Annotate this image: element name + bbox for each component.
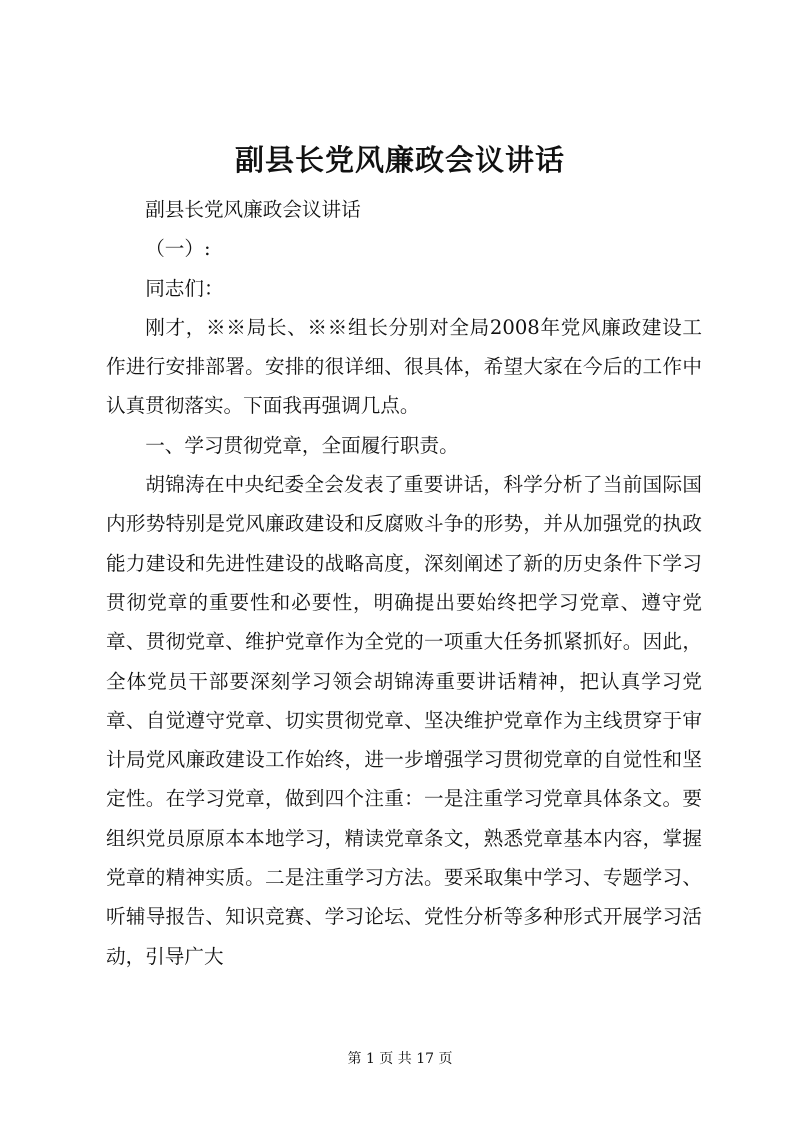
paragraph-section-marker: （一）: [145,237,211,261]
paragraph-heading-one: 一、学习贯彻党章，全面履行职责。 [145,433,459,457]
paragraph-body-one: 胡锦涛在中央纪委全会发表了重要讲话，科学分析了当前国际国内形势特别是党风廉政建设和反腐败斗争的形势，并从加强党的执政能力建设和先进性建设的战略高度，深刻阐述了新的历史条件下学习贯彻党章的重要性和必要性，明确提出要始终把学习党章、遵守党章、贯彻党章、维护党章作为全党的一项重大任务抓紧抓好。因此，全体党员干部要深刻学习领会胡锦涛重要讲话精神，把认真学习党章、自觉遵守党章、切实贯彻党章、坚决维护党章作为主线贯穿于审计局党风廉政建设工作始终，进一步增强学习贯彻党章的自觉性和坚定性。在学习党章，做到四个注重：一是注重学习党章具体条文。要组织党员原原本本地学习，精读党章条文，熟悉党章基本内容，掌握党章的精神实质。二是注重学习方法。要采取集中学习、专题学习、听辅导报告、知识竞赛、学习论坛、党性分析等多种形式开展学习活动，引导广大 [106,473,702,968]
document-body [106,190,702,976]
document-title: 副县长党风廉政会议讲话 [234,143,565,177]
paragraph-salutation: 同志们： [145,276,224,300]
paragraph-intro: 刚才，※※局长、※※组长分别对全局2008年党风廉政建设工作进行安排部署。安排的很详细、很具体，希望大家在今后的工作中认真贯彻落实。下面我再强调几点。 [106,315,702,418]
paragraph-subtitle: 副县长党风廉政会议讲话 [145,198,361,221]
page-footer: 第 1 页 共 17 页 [347,1051,453,1067]
